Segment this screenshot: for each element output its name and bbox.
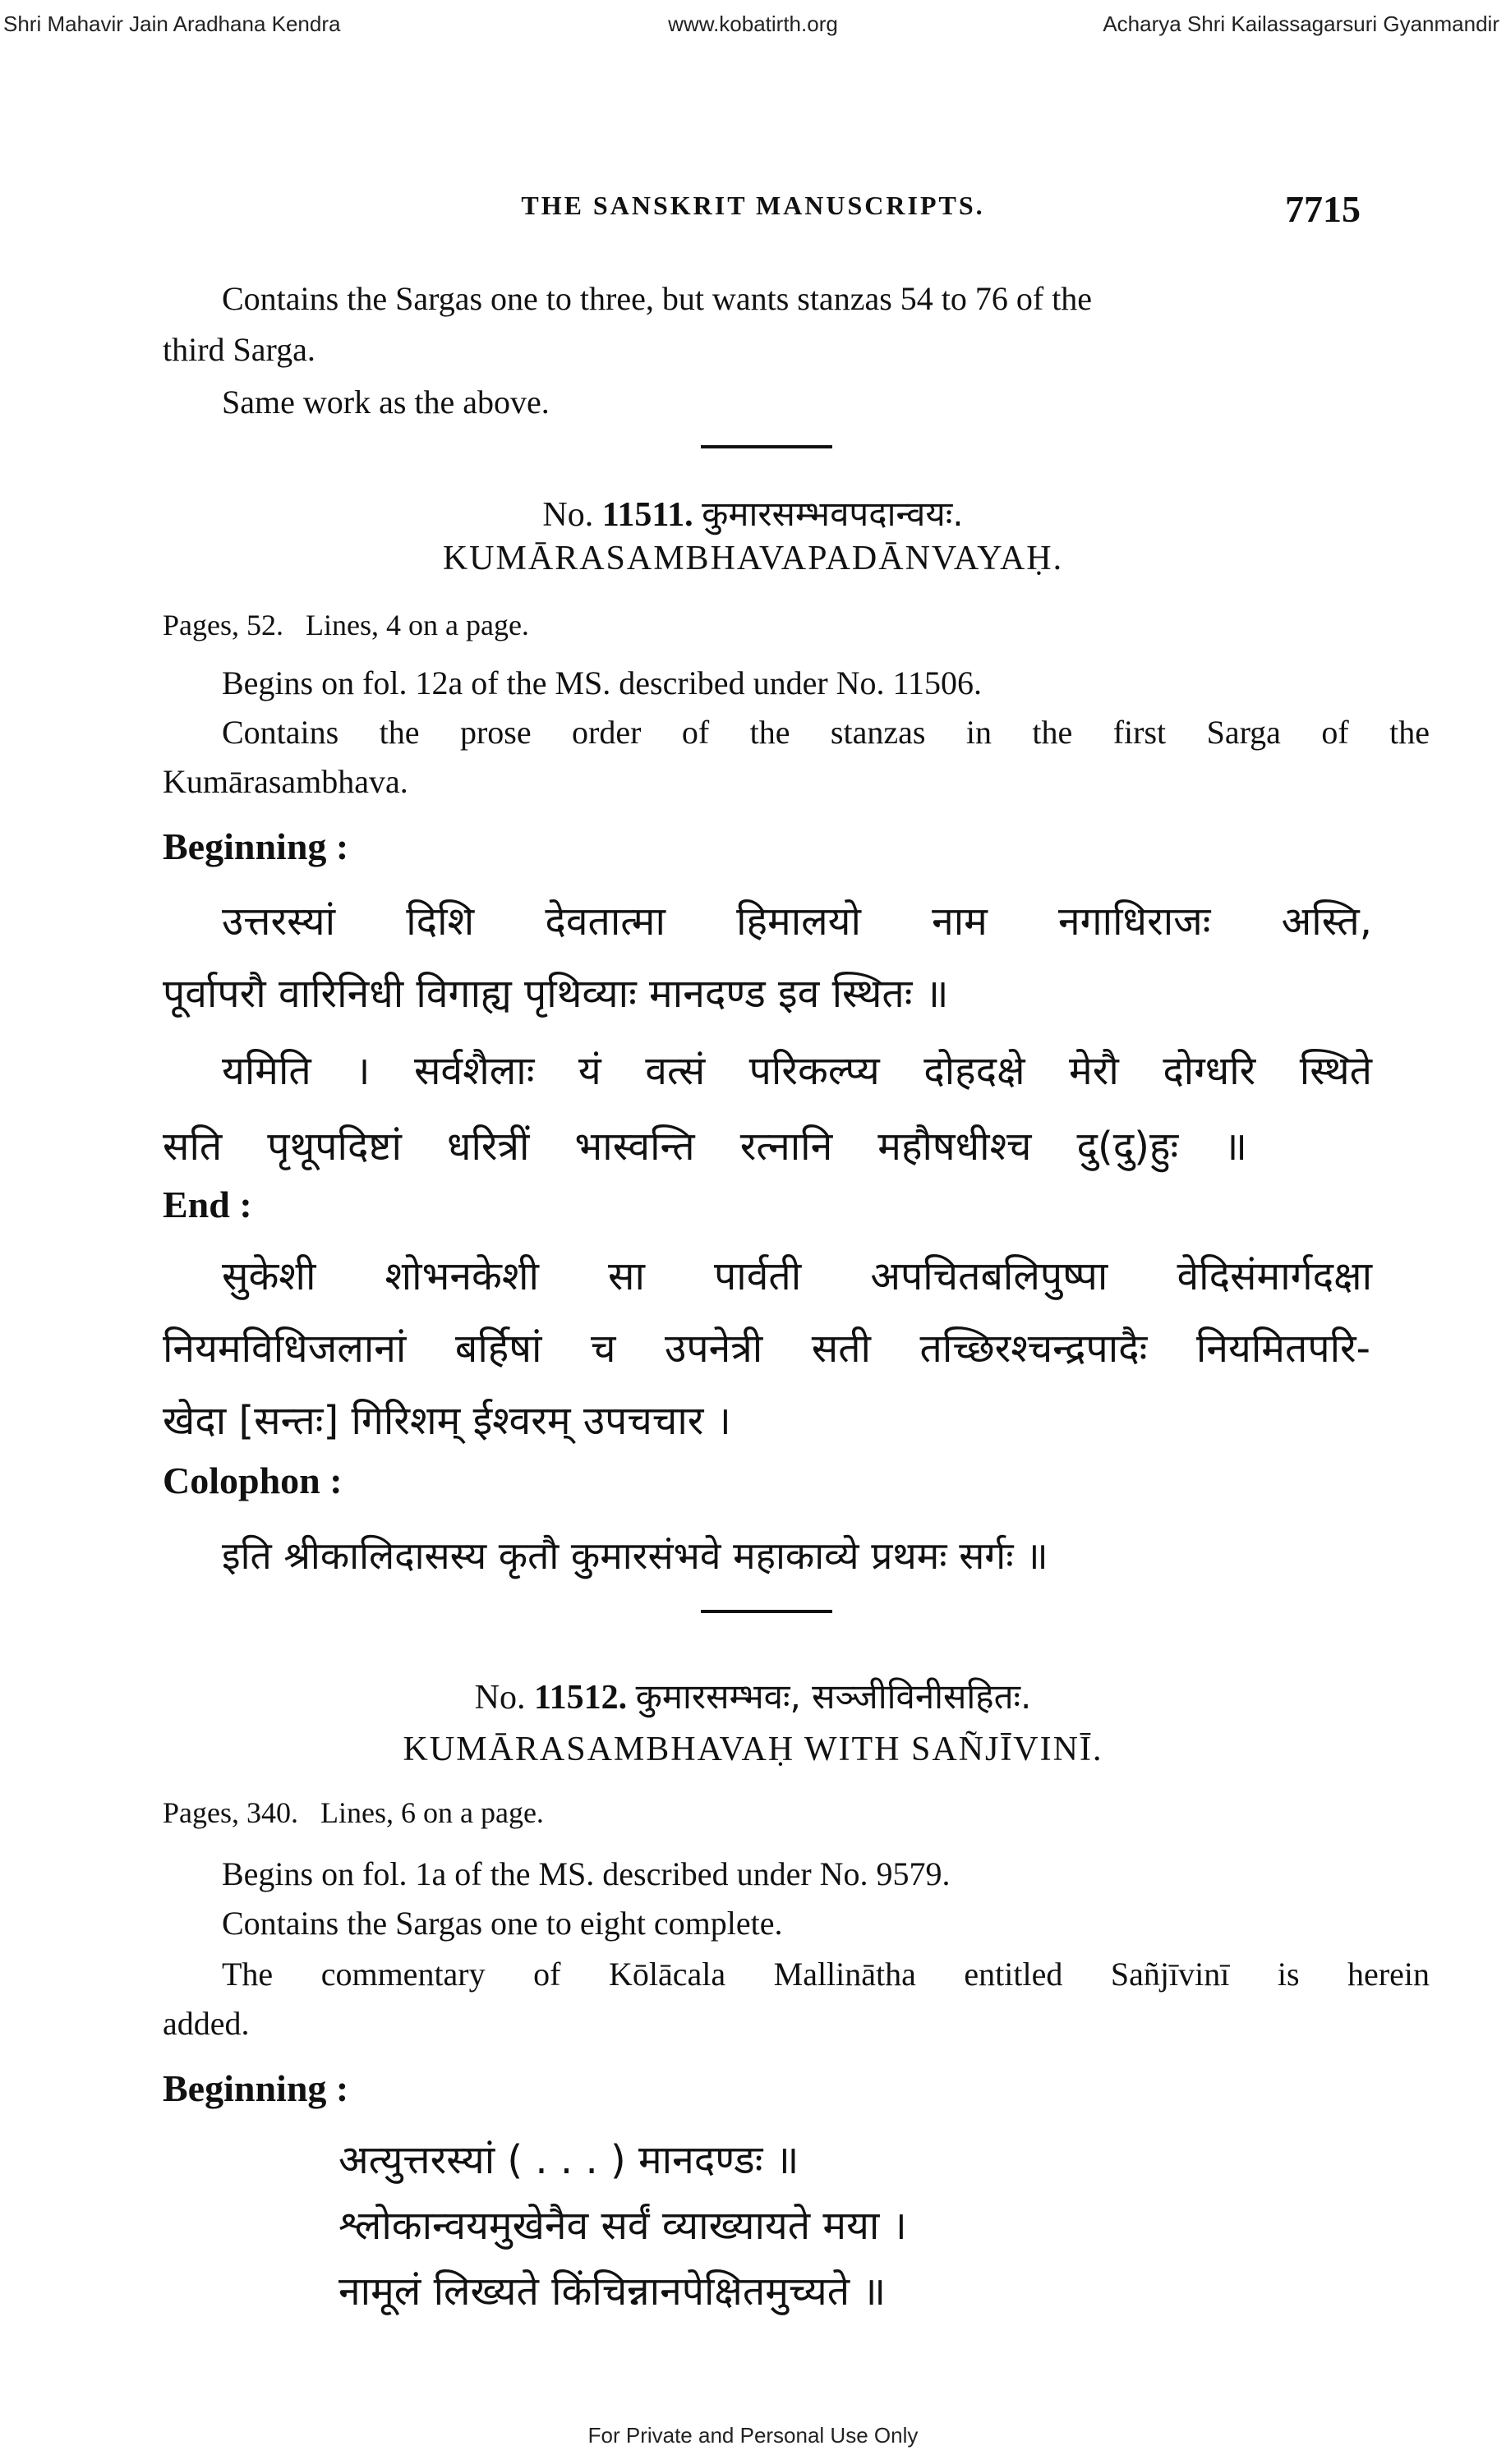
running-head: THE SANSKRIT MANUSCRIPTS. [521,191,985,220]
beginning-verse-line-3: नामूलं लिख्यते किंचिन्नानपेक्षितमुच्यते ॥ [339,2269,887,2315]
entry-no-label: No. [542,496,594,534]
footer-text: For Private and Personal Use Only [587,2423,919,2448]
end-verse-line-2: नियमविधिजलानां बर्हिषां च उपनेत्री सती तच्छिरश्चन्द्रपादैः नियमितपरि- [163,1326,1370,1372]
entry-title-roman: KUMĀRASAMBHAVAPADĀNVAYAḤ. [442,540,1064,577]
intro-line-1: Contains the Sargas one to three, but wants stanzas 54 to 76 of the [222,280,1093,317]
end-verse-line-1: सुकेशी शोभनकेशी सा पार्वती अपचितबलिपुष्पा वेदिसंमार्गदक्षा [222,1253,1372,1299]
end-verse-line-3: खेदा [सन्तः] गिरिशम् ईश्वरम् उपचचार । [163,1398,731,1444]
entry-contains: Contains the Sargas one to eight complete. [222,1905,783,1942]
entry-no: 11511. [601,496,693,534]
entry-pages-lines [163,608,529,642]
header-right-text: Acharya Shri Kailassagarsuri Gyanmandir [1103,11,1499,36]
divider-rule [701,445,832,448]
beginning-verse-line-1: अत्युत्तरस्यां ( . . . ) मानदण्डः ॥ [339,2137,799,2183]
beginning-verse-line-2: श्लोकान्वयमुखेनैव सर्वं व्याख्यायते मया । [339,2203,907,2249]
divider-rule [701,1610,832,1613]
entry-title-roman: KUMĀRASAMBHAVAḤ WITH SAÑJĪVINĪ. [403,1731,1103,1768]
intro-line-3: Same work as the above. [222,384,550,421]
entry-contains-line-1: Contains the prose order of the stanzas in the first Sarga of the [222,714,1430,751]
entry-lines: Lines, 6 on a page. [320,1796,544,1829]
entry-number-line [0,490,1506,536]
entry-lines: Lines, 4 on a page. [306,609,529,641]
entry-pages: Pages, 340. [163,1796,298,1829]
entry-begins: Begins on fol. 12a of the MS. described under No. 11506. [222,664,983,701]
entry-pages-lines [163,1795,544,1830]
beginning-heading: Beginning : [163,825,349,867]
entry-title-devanagari: कुमारसम्भवपदान्वयः. [702,494,964,534]
entry-number-line [0,1672,1506,1719]
page-number: 7715 [1285,188,1361,230]
end-heading: End : [163,1184,252,1225]
entry-pages: Pages, 52. [163,609,283,641]
colophon-heading: Colophon : [163,1460,343,1501]
colophon-text: इति श्रीकालिदासस्य कृतौ कुमारसंभवे महाकाव्ये प्रथमः सर्गः ॥ [222,1533,1048,1578]
beginning-verse-line-4: सति पृथूपदिष्टां धरित्रीं भास्वन्ति रत्नानि महौषधीश्च दु(दु)हुः ॥ [163,1124,1247,1170]
beginning-heading: Beginning : [163,2067,349,2109]
beginning-verse-line-3: यमिति । सर्वशैलाः यं वत्सं परिकल्प्य दोहदक्षे मेरौ दोग्धरि स्थिते [222,1048,1372,1094]
entry-no-label: No. [474,1679,526,1717]
beginning-verse-line-1: उत्तरस्यां दिशि देवतात्मा हिमालयो नाम नगाधिराजः अस्ति, [222,899,1372,945]
entry-contains-line-2: Kumārasambhava. [163,763,408,800]
entry-begins: Begins on fol. 1a of the MS. described under No. 9579. [222,1855,951,1892]
entry-commentary-line-1: The commentary of Kōlācala Mallinātha entitled Sañjīvinī is herein [222,1956,1430,1993]
entry-commentary-line-2: added. [163,2005,250,2042]
intro-line-2: third Sarga. [163,331,315,368]
entry-no: 11512. [533,1679,628,1717]
header-left-text: Shri Mahavir Jain Aradhana Kendra [3,11,341,36]
entry-title-devanagari: कुमारसम्भवः, सञ्जीविनीसहितः. [635,1676,1032,1717]
beginning-verse-line-2: पूर्वापरौ वारिनिधी विगाह्य पृथिव्याः मानदण्ड इव स्थितः ॥ [163,971,949,1017]
header-center-url: www.kobatirth.org [668,11,838,36]
